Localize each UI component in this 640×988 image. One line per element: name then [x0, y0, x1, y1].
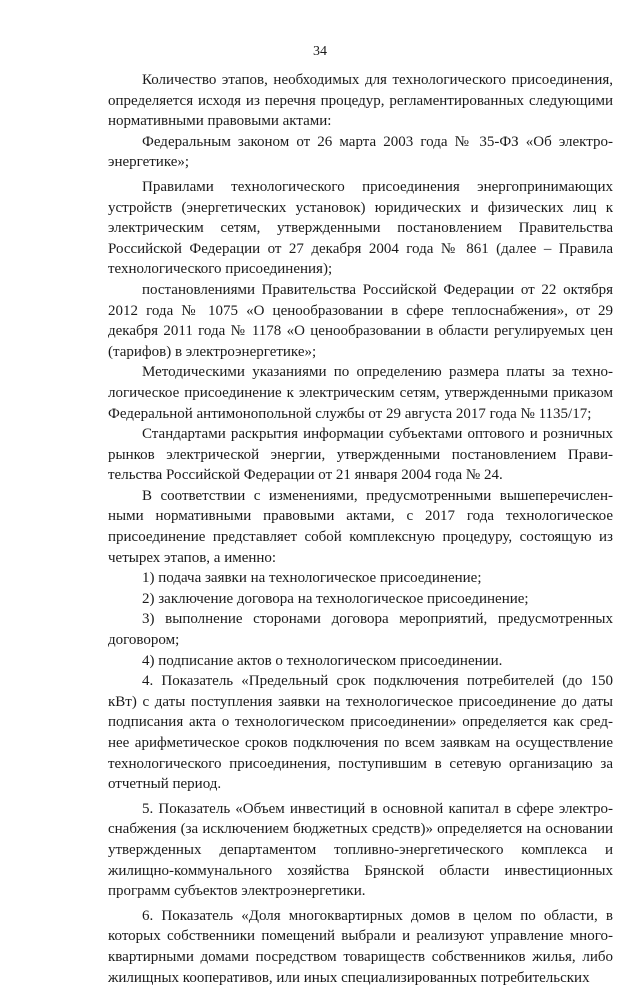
paragraph-government-decrees: постановлениями Правительства Российской Федерации от 22 октября 2012 года № 1075 «О ценообразовании в сфере теплоснабжения», от 29 декабря 2011 года № 1178 «О ценообразовании в области регулируемых цен (тарифов) в электроэнергетике»;	[108, 281, 613, 360]
paragraph-procedure-stages: В соответствии с изменениями, предусмотренными вышеперечисленными нормативными правовыми актами, с 2017 года технологическое присоединение представляет собой комплексную процедуру, состоящую из четырех этапов, а именно:	[108, 487, 613, 566]
list-item-stage-2: 2) заключение договора на технологическое присоединение;	[142, 590, 529, 607]
list-item-stage-3: 3) выполнение сторонами договора мероприятий, предусмотренных договором;	[108, 611, 613, 649]
list-item-stage-4: 4) подписание актов о технологическом присоединении.	[142, 652, 503, 669]
page-number: 34	[313, 44, 327, 59]
paragraph-intro: Количество этапов, необходимых для технологического присоединения, определяется исходя из перечня процедур, регламентированных следующими нормативными правовыми актами:	[108, 72, 613, 130]
paragraph-federal-law: Федеральным законом от 26 марта 2003 года № 35-ФЗ «Об электроэнергетике»;	[108, 133, 613, 171]
paragraph-indicator-6: 6. Показатель «Доля многоквартирных домов в целом по области, в которых собственники помещений выбрали и реализуют управление многоквартирными домами посредством товариществ собственников жилья, либо жилищных кооперативов, или иных специализированных потребительских	[108, 907, 613, 986]
paragraph-indicator-5: 5. Показатель «Объем инвестиций в основной капитал в сфере электроснабжения (за исключением бюджетных средств)» определяется на основании утвержденных департаментом топливно-энергетического комплекса и жилищно-коммунального хозяйства Брянской области инвестиционных программ субъектов электроэнергетики.	[108, 800, 613, 900]
paragraph-connection-rules: Правилами технологического присоединения энергопринимающих устройств (энергетических установок) юридических и физических лиц к электрическим сетям, утвержденными постановлением Правительства Российской Федерации от 27 декабря 2004 года № 861 (далее – Правила технологического присоединения);	[108, 178, 613, 278]
document-body	[108, 70, 613, 988]
list-item-stage-1: 1) подача заявки на технологическое присоединение;	[142, 570, 482, 587]
paragraph-methodical-guidelines: Методическими указаниями по определению размера платы за технологическое присоединение к электрическим сетям, утвержденными приказом Федеральной антимонопольной службы от 29 августа 2017 года № 1135/17;	[108, 364, 613, 422]
paragraph-indicator-4: 4. Показатель «Предельный срок подключения потребителей (до 150 кВт) с даты поступления заявки на технологическое присоединение до даты подписания акта о технологическом присоединении» определяется как среднее арифметическое сроков подключения по всем заявкам на осуществление технологического присоединения, поступившим в сетевую организацию за отчетный период.	[108, 673, 613, 793]
paragraph-disclosure-standards: Стандартами раскрытия информации субъектами оптового и розничных рынков электрической энергии, утвержденными постановлением Правительства Российской Федерации от 21 января 2004 года № 24.	[108, 426, 613, 484]
